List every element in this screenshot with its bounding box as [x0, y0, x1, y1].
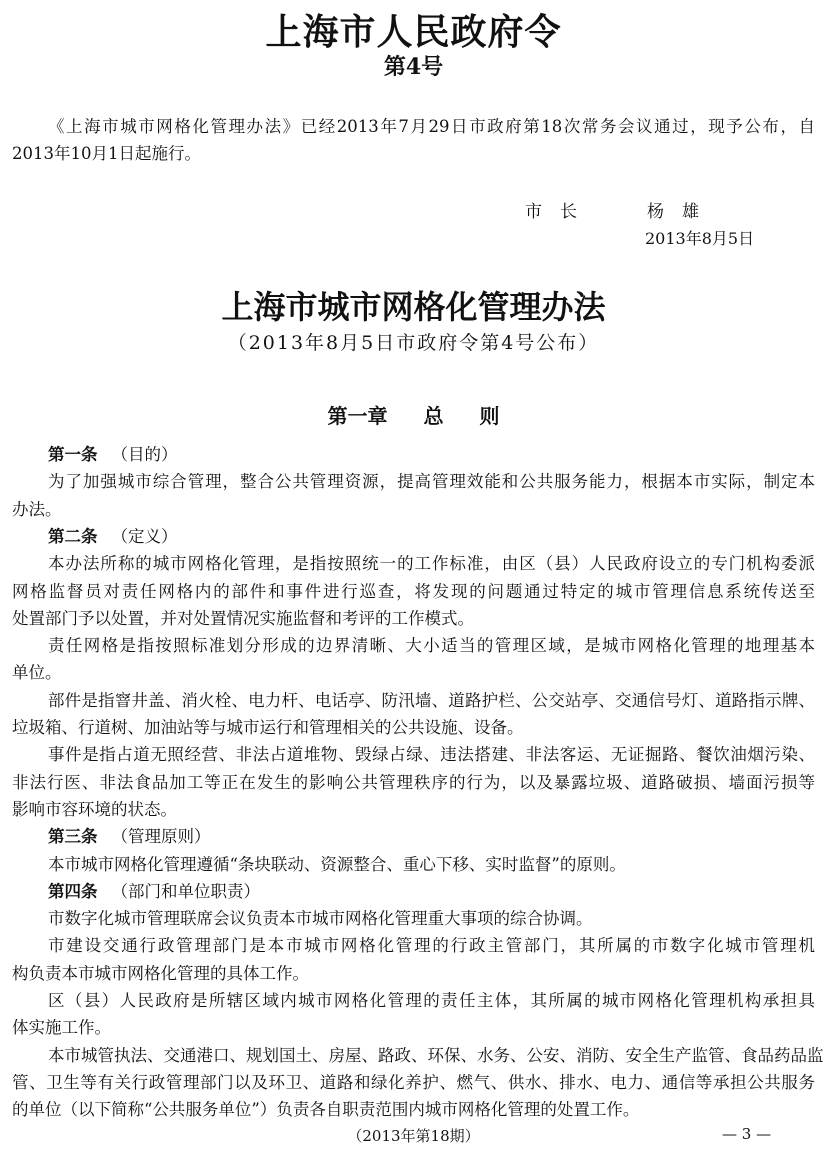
article-topic: （定义）: [111, 526, 178, 546]
signer-name-char: 杨: [647, 202, 664, 222]
chapter-name: 则: [479, 404, 500, 428]
article-number: 第二条: [48, 526, 98, 546]
paragraph-line: 部件是指窨井盖、消火栓、电力杆、电话亭、防汛墙、道路护栏、公交站亭、交通信号灯、道路指示牌、: [48, 690, 815, 710]
issue-footer: （2013年第18期）: [347, 1127, 480, 1145]
chapter-number: 第一章: [327, 404, 388, 428]
paragraph-line: 责任网格是指按照标准划分形成的边界清晰、大小适当的管理区域，是城市网格化管理的地理基本: [48, 636, 815, 656]
paragraph-line: 本市城市网格化管理遵循“条块联动、资源整合、重心下移、实时监督”的原则。: [48, 854, 626, 874]
article-number: 第三条: [48, 827, 98, 847]
paragraph-line: 区（县）人民政府是所辖区域内城市网格化管理的责任主体，其所属的城市网格化管理机构承担具: [48, 991, 815, 1010]
signer-title-char: 长: [560, 202, 577, 222]
article-heading: [48, 878, 815, 905]
chapter-heading: [0, 400, 827, 429]
paragraph-line: 的单位（以下简称“公共服务单位”）负责各自职责范围内城市网格化管理的处置工作。: [12, 1100, 640, 1120]
signature-block: [525, 197, 717, 222]
paragraph-line: 单位。: [12, 663, 62, 683]
paragraph-line: 影响市容环境的状态。: [12, 799, 177, 819]
paragraph-line: 办法。: [12, 499, 62, 519]
article-heading: [48, 823, 815, 850]
preamble-line: 《上海市城市网格化管理办法》已经2013年7月29日市政府第18次常务会议通过，现予公布，自: [48, 117, 815, 136]
order-date: 2013年8月5日: [645, 229, 755, 248]
paragraph-line: 本市城管执法、交通港口、规划国土、房屋、路政、环保、水务、公安、消防、安全生产监管、食品药品监: [48, 1045, 824, 1065]
paragraph-line: 为了加强城市综合管理，整合公共管理资源，提高管理效能和公共服务能力，根据本市实际，制定本: [48, 472, 815, 492]
page-number: — 3 —: [722, 1125, 772, 1143]
regulation-title: 上海市城市网格化管理办法: [221, 288, 606, 326]
article-topic: （目的）: [111, 445, 178, 464]
paragraph-line: 网格监督员对责任网格内的部件和事件进行巡查，将发现的问题通过特定的城市管理信息系统传送至: [12, 581, 815, 601]
paragraph-line: 非法行医、非法食品加工等正在发生的影响公共管理秩序的行为，以及暴露垃圾、道路破损、墙面污损等: [12, 772, 815, 792]
paragraph-line: 事件是指占道无照经营、非法占道堆物、毁绿占绿、违法搭建、非法客运、无证掘路、餐饮油烟污染、: [48, 745, 815, 765]
preamble-line: 2013年10月1日起施行。: [12, 144, 201, 163]
article-topic: （部门和单位职责）: [111, 881, 260, 901]
article-number: 第四条: [48, 881, 98, 901]
signer-title-char: 市: [525, 202, 542, 222]
paragraph-line: 本办法所称的城市网格化管理，是指按照统一的工作标准，由区（县）人民政府设立的专门机构委派: [48, 554, 815, 574]
article-heading: [48, 523, 815, 550]
paragraph-line: 处置部门予以处置，并对处置情况实施监督和考评的工作模式。: [12, 608, 474, 628]
order-title: 上海市人民政府令: [265, 11, 562, 53]
chapter-name: 总: [423, 404, 444, 428]
paragraph-line: 市数字化城市管理联席会议负责本市城市网格化管理重大事项的综合协调。: [48, 909, 593, 929]
paragraph-line: 构负责本市城市网格化管理的具体工作。: [12, 963, 309, 983]
paragraph-line: 市建设交通行政管理部门是本市城市网格化管理的行政主管部门，其所属的市数字化城市管理机: [48, 936, 815, 956]
article-topic: （管理原则）: [111, 827, 211, 847]
article-heading: [48, 441, 815, 468]
regulation-subtitle: （2013年8月5日市政府令第4号公布）: [227, 332, 600, 354]
paragraph-line: 垃圾箱、行道树、加油站等与城市运行和管理相关的公共设施、设备。: [12, 718, 524, 737]
order-number: 第4号: [383, 54, 444, 80]
paragraph-line: 管、卫生等有关行政管理部门以及环卫、道路和绿化养护、燃气、供水、排水、电力、通信等承担公共服务: [12, 1072, 815, 1092]
signer-name-char: 雄: [682, 202, 699, 222]
article-number: 第一条: [48, 445, 98, 464]
paragraph-line: 体实施工作。: [12, 1018, 111, 1038]
